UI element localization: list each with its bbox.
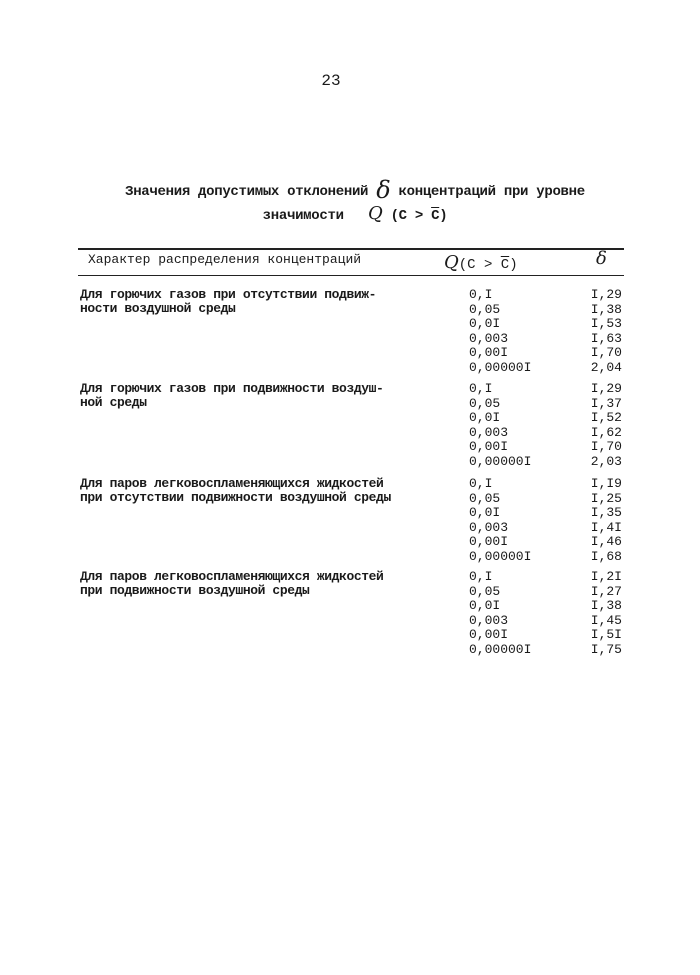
header-q-symbol: Q (444, 252, 459, 273)
table-header-rule (78, 275, 624, 276)
q-value: 0,00000I (469, 548, 532, 564)
delta-value: I,75 (590, 641, 622, 657)
q-value: 0,I (469, 381, 493, 396)
delta-values (582, 477, 622, 564)
description-line: Для паров легковоспламеняющихся жидкостей (80, 569, 384, 584)
title-paren-open: (С > (390, 208, 423, 224)
q-value: 0,003 (469, 424, 509, 440)
q-value: 0,00000I (469, 641, 532, 657)
row-description (80, 382, 442, 410)
q-value: 0,0I (469, 316, 501, 331)
description-line: при подвижности воздушной среды (80, 583, 310, 598)
delta-value: I,4I (590, 519, 622, 535)
q-value: 0,00I (469, 439, 509, 454)
delta-value: 2,04 (590, 359, 622, 375)
delta-value: I,29 (590, 287, 622, 302)
delta-value: I,27 (590, 583, 622, 599)
description-line: при отсутствии подвижности воздушной среды (80, 490, 391, 505)
delta-value: I,52 (590, 410, 622, 425)
table-title-line-1 (0, 176, 700, 204)
delta-value: I,I9 (590, 476, 622, 491)
q-symbol: Q (368, 203, 383, 224)
header-c-bar: С (500, 257, 510, 273)
header-q-close: ) (509, 257, 518, 273)
delta-value: I,35 (590, 505, 622, 520)
delta-value: I,70 (590, 439, 622, 454)
delta-value: I,70 (590, 345, 622, 360)
delta-value: I,46 (590, 534, 622, 549)
header-q-open: (С > (458, 257, 493, 273)
q-value: 0,003 (469, 519, 509, 535)
delta-value: I,29 (590, 381, 622, 396)
delta-value: I,2I (590, 569, 622, 584)
delta-value: I,38 (590, 598, 622, 613)
delta-value: 2,03 (590, 453, 622, 469)
header-q (444, 252, 518, 273)
q-value: 0,0I (469, 505, 501, 520)
q-value: 0,0I (469, 410, 501, 425)
delta-value: I,53 (590, 316, 622, 331)
q-value: 0,00I (469, 345, 509, 360)
row-description (80, 288, 442, 316)
q-value: 0,00I (469, 534, 509, 549)
delta-value: I,68 (590, 548, 622, 564)
description-line: Для горючих газов при отсутствии подвиж- (80, 287, 377, 302)
q-value: 0,I (469, 287, 493, 302)
delta-values (582, 382, 622, 469)
header-delta: δ (596, 248, 607, 269)
title-text: Значения допустимых отклонений (125, 184, 369, 200)
q-values (469, 288, 531, 375)
q-value: 0,05 (469, 395, 501, 411)
q-value: 0,003 (469, 612, 509, 628)
description-line: Для горючих газов при подвижности воздуш- (80, 381, 384, 396)
delta-value: I,37 (590, 395, 622, 411)
delta-value: I,38 (590, 301, 622, 317)
q-value: 0,00000I (469, 453, 532, 469)
description-line: Для паров легковоспламеняющихся жидкостей (80, 476, 384, 491)
q-value: 0,00000I (469, 359, 532, 375)
delta-value: I,45 (590, 612, 622, 628)
q-value: 0,05 (469, 583, 501, 599)
delta-value: I,62 (590, 424, 622, 440)
title-text-2: значимости (262, 208, 344, 224)
row-description (80, 477, 442, 505)
delta-values (582, 570, 622, 657)
q-value: 0,I (469, 569, 493, 584)
header-description: Характер распределения концентраций (88, 252, 362, 267)
delta-value: I,25 (590, 490, 622, 506)
description-line: ной среды (80, 395, 147, 410)
title-tail: концентраций при уровне (398, 184, 585, 200)
delta-values (582, 288, 622, 375)
delta-symbol: δ (376, 176, 391, 204)
q-value: 0,00I (469, 627, 509, 642)
q-values (469, 477, 531, 564)
q-value: 0,I (469, 476, 493, 491)
description-line: ности воздушной среды (80, 301, 236, 316)
table-title-line-2 (0, 203, 700, 224)
delta-value: I,63 (590, 330, 622, 346)
row-description (80, 570, 442, 598)
q-values (469, 382, 531, 469)
q-values (469, 570, 531, 657)
q-value: 0,05 (469, 301, 501, 317)
delta-value: I,5I (590, 627, 622, 642)
title-paren-close: ) (439, 208, 448, 224)
q-value: 0,003 (469, 330, 509, 346)
q-value: 0,05 (469, 490, 501, 506)
table-top-rule (78, 248, 624, 250)
c-bar: С (431, 208, 440, 224)
q-value: 0,0I (469, 598, 501, 613)
page-number: 23 (321, 72, 341, 90)
